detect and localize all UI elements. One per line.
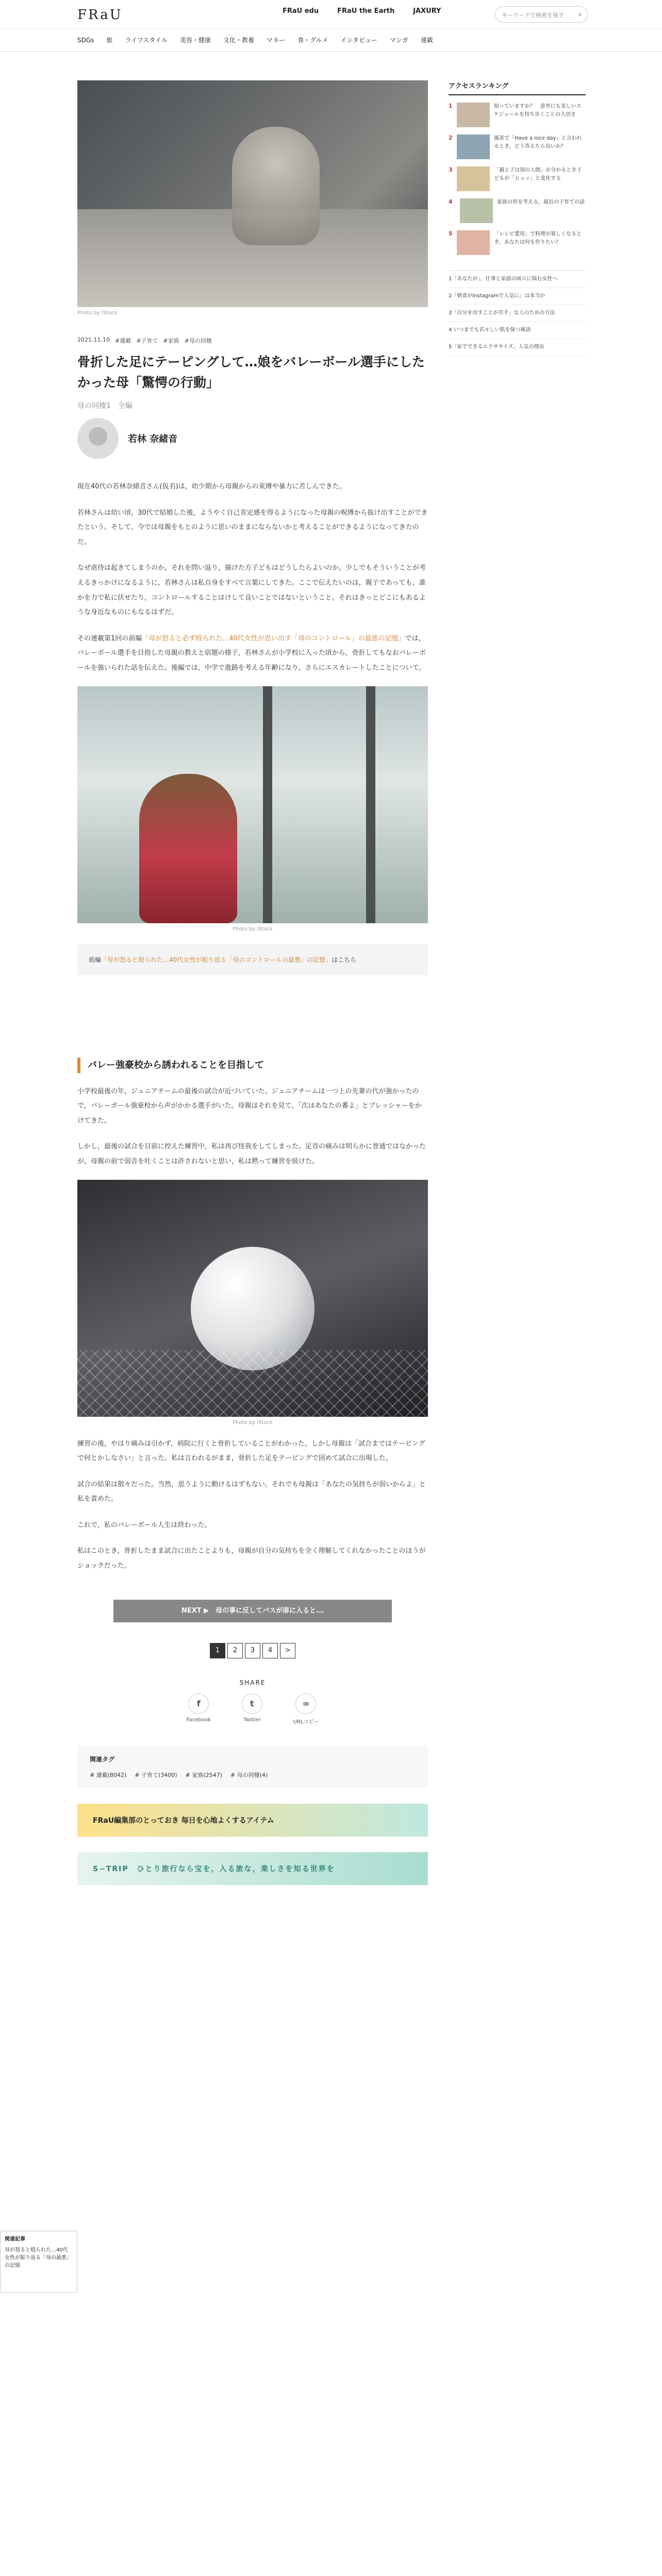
- ranking-rank: 1: [449, 103, 453, 109]
- nav-item[interactable]: 食・グルメ: [297, 37, 328, 44]
- author-block[interactable]: [77, 418, 428, 459]
- strip-banner[interactable]: S−TRIP ひとり旅行なら宝を，入る旅な，楽しさを知る世界を: [77, 1852, 428, 1885]
- floating-related[interactable]: [0, 2231, 77, 2293]
- hero-image: [77, 80, 428, 307]
- floating-title: 関連記事: [5, 2236, 25, 2242]
- category-nav: [0, 29, 662, 52]
- paragraph: しかし，最後の試合を目前に控えた練習中，私は再び怪我をしてしまった。足首の痛みは明らかに普通ではなかったが，母親の前で弱音を吐くことは許されないと思い，私は黙って練習を続けた。: [77, 1143, 426, 1165]
- site-link-edu[interactable]: FRaU edu: [283, 7, 319, 15]
- tag-list: [90, 1771, 416, 1779]
- share-label-facebook: Facebook: [186, 1717, 211, 1723]
- related-link[interactable]: 「母が怒ると殴られた…40代女性が振り返る「母のコントロールの最悪」の記憶」: [101, 956, 332, 963]
- sidebar-list-item[interactable]: 5「家でできるエクササイズ」人気の理由: [449, 339, 586, 356]
- page-link[interactable]: 1: [210, 1643, 225, 1658]
- promo-banner[interactable]: FRaU編集部のとっておき 毎日を心地よくするアイテム: [77, 1804, 428, 1837]
- share-buttons: [77, 1693, 428, 1725]
- page-body: [0, 52, 662, 2576]
- tags-label: 関連タグ: [90, 1755, 115, 1763]
- floating-text: 母が怒ると殴られた…40代女性が振り返る「母の最悪」の記憶: [5, 2247, 72, 2268]
- photo-credit: Photo by iStock: [77, 310, 118, 316]
- paragraph: 若林さんは幼い頃，30代で結婚した後，ようやく自己肯定感を得るようになった母親の呪縛から抜け出すことができたという。そして，今では母親をもとのように思いのままにならないかと考えることができるようになってきたのだ。: [77, 509, 428, 546]
- ranking-text: 風景で「Have a nice day」と言われるとき，どう答えたら良いか？: [494, 135, 582, 149]
- next-page-button[interactable]: NEXT ▶ 母の事に反してバスが扉に入ると...: [113, 1600, 392, 1622]
- ranking-thumbnail: [457, 134, 490, 159]
- tag-link[interactable]: # 子育て(3400): [135, 1771, 177, 1778]
- tag-link[interactable]: #母の同棲: [184, 337, 212, 344]
- search-placeholder: キーワードで検索を探す: [502, 12, 564, 19]
- site-link-earth[interactable]: FRaU the Earth: [337, 7, 395, 15]
- inline-link[interactable]: 「母が怒ると必ず殴られた…40代女性が思い出す「母のコントロール」の最悪の記憶」: [142, 634, 405, 642]
- twitter-share-button[interactable]: [242, 1693, 262, 1725]
- nav-item[interactable]: マネー: [267, 37, 286, 44]
- tag-link[interactable]: #子育て: [136, 337, 158, 344]
- sidebar-list: [449, 270, 586, 356]
- sidebar-list-item[interactable]: 3「自分を出すことが苦手」な人のための方法: [449, 305, 586, 322]
- sidebar: [449, 80, 586, 356]
- tag-link[interactable]: # 母の同棲(4): [230, 1771, 268, 1778]
- share-label-url: URLコピー: [293, 1719, 319, 1725]
- facebook-share-button[interactable]: [187, 1693, 211, 1725]
- article-image: [77, 686, 428, 923]
- ranking-thumbnail: [457, 230, 490, 255]
- ranking-text: 知っていますか？ 意外にも美しいスケジュールを持ち歩くことの大切さ: [493, 104, 582, 117]
- share-label: SHARE: [239, 1679, 266, 1686]
- search-input[interactable]: [495, 6, 588, 23]
- tag-link[interactable]: #家族: [163, 337, 179, 344]
- ranking-item[interactable]: [449, 230, 586, 255]
- ranking-item[interactable]: [449, 134, 586, 159]
- related-tags: [77, 1745, 428, 1788]
- site-link-jaxury[interactable]: JAXURY: [413, 7, 441, 15]
- paragraph: 現在40代の若林奈緒音さん(仮名)は，幼少期から母親からの束縛や暴力に苦しんできた。: [77, 483, 346, 490]
- twitter-icon: t: [242, 1693, 262, 1714]
- nav-item[interactable]: SDGs: [77, 36, 94, 44]
- paragraph: これで，私のバレーボール人生は終わった。: [77, 1521, 211, 1529]
- ranking-item[interactable]: [449, 166, 586, 191]
- article-date: 2021.11.10: [77, 336, 110, 343]
- nav-item[interactable]: 連載: [420, 37, 433, 44]
- ranking-thumbnail: [457, 166, 490, 191]
- paragraph: なぜ虐待は起きてしまうのか。それを問い返り，描けた方子どもはどうしたらよいのか。少しでもそういうことが考えるきっかけになるように，若林さんは私自身をすべて言葉にしてきた。ここで伝えたいのは，親子であっても，誰かを力で私に伏せたり，コントロールすることはけして良いことではないということ。それはきっとどこにもあるような身近なものにもなるはずだ。: [77, 564, 426, 617]
- related-text: 前編: [89, 956, 102, 963]
- tag-link[interactable]: # 家族(2547): [185, 1771, 222, 1778]
- site-links: [283, 7, 441, 15]
- ranking-thumbnail: [460, 198, 493, 223]
- link-icon: ∞: [295, 1693, 316, 1714]
- page-link[interactable]: 4: [262, 1643, 278, 1658]
- ranking-rank: 2: [449, 134, 453, 141]
- series-label: 母の同棲1 全編: [77, 402, 133, 410]
- avatar: [77, 418, 119, 459]
- ranking-text: 「親と子は別の人間」が分かるとき子どもが「ヒュッ」と変化する: [494, 167, 582, 181]
- paragraph: 私はこのとき，骨折したまま試合に出たことよりも，母親が自分の気持ちを全く理解してくれなかったことのほうがショックだった。: [77, 1547, 426, 1570]
- article-image: [77, 1180, 428, 1417]
- page-link[interactable]: 3: [245, 1643, 260, 1658]
- related-text: はこちら: [332, 956, 357, 963]
- tag-link[interactable]: # 連載(8042): [90, 1771, 127, 1778]
- page-next-link[interactable]: >: [280, 1643, 295, 1658]
- pagination: [77, 1643, 428, 1658]
- paragraph-text: では，バレーボール選手を目指した母親の教えと宿題の様子，若林さんが小学校に入った頃から，骨折してもなおバレーボールを強いられた話を伝えた。後編では，中学で進路を考える年齢になり，さらにエスカレートしたことについて。: [77, 634, 426, 672]
- article-title: 骨折した足にテーピングして…娘をバレーボール選手にしたかった母「驚愕の行動」: [77, 354, 425, 390]
- paragraph: 試合の結果は散々だった。当然，思うように動けるはずもない。それでも母親は「あなたの気持ちが弱いからよ」と私を責めた。: [77, 1480, 426, 1503]
- ranking-rank: 5: [449, 230, 453, 237]
- nav-item[interactable]: 美容・健康: [180, 37, 211, 44]
- paragraph: 練習の後，やはり痛みは引かず，病院に行くと骨折していることがわかった。しかし母親は「試合まではテーピングで何とかしなさい」と言った。私は言われるがまま，骨折した足をテーピングで固めて試合に出場した。: [77, 1439, 425, 1463]
- site-logo[interactable]: FRaU: [77, 7, 123, 23]
- sidebar-list-item[interactable]: 1「あなたが」，仕事と家庭の両立に悩む女性へ: [449, 271, 586, 288]
- article-main: [77, 52, 428, 1885]
- paragraph: 小学校最後の年，ジュニアチームの最後の試合が近づいていた。ジュニアチームは一つ上の先輩の代が強かったので，バレーボール強豪校から声がかかる選手がいた。母親はそれを見て，「次はあなたの番よ」とプレッシャーをかけてきた。: [77, 1087, 422, 1125]
- photo-credit: Photo by iStock: [233, 926, 273, 932]
- tag-link[interactable]: #連載: [114, 337, 131, 344]
- author-name[interactable]: 若林 奈緒音: [128, 434, 178, 445]
- paragraph: [77, 632, 428, 676]
- facebook-icon: f: [188, 1693, 209, 1714]
- ranking-rank: 3: [449, 166, 453, 173]
- nav-item[interactable]: ライフスタイル: [125, 37, 168, 44]
- ranking-text: 家族の形を考える，最近の子育ての話: [497, 199, 585, 205]
- share-label-twitter: Twitter: [243, 1717, 261, 1723]
- paragraph-text: その連載第1回の前編: [77, 634, 142, 642]
- nav-item[interactable]: マンガ: [389, 37, 408, 44]
- section-heading: バレー強豪校から誘われることを目指して: [77, 1058, 428, 1073]
- ranking-item[interactable]: [449, 103, 586, 127]
- ranking-text: 「レシピ愛用」で料理が楽しくなるとき，あなたは何を作りたい？: [494, 231, 582, 245]
- page-link[interactable]: 2: [227, 1643, 243, 1658]
- url-copy-button[interactable]: [293, 1693, 319, 1725]
- ranking-thumbnail: [457, 103, 490, 127]
- ranking-title: アクセスランキング: [449, 80, 586, 95]
- search-icon[interactable]: ⌕: [578, 10, 582, 19]
- sidebar-list-item[interactable]: 4 いつまでも若々しい肌を保つ秘訣: [449, 322, 586, 339]
- ranking-rank: 4: [449, 198, 453, 205]
- nav-item[interactable]: インタビュー: [340, 37, 377, 44]
- article-meta: [77, 336, 428, 345]
- sidebar-list-item[interactable]: 2「朝食がInstagramで人気に」は本当か: [449, 288, 586, 305]
- nav-item[interactable]: 文化・教養: [223, 37, 255, 44]
- site-header: [0, 0, 662, 29]
- ranking-item[interactable]: [449, 198, 586, 223]
- nav-item[interactable]: 旅: [106, 37, 113, 44]
- photo-credit: Photo by iStock: [233, 1419, 273, 1426]
- related-link-box: [77, 944, 428, 975]
